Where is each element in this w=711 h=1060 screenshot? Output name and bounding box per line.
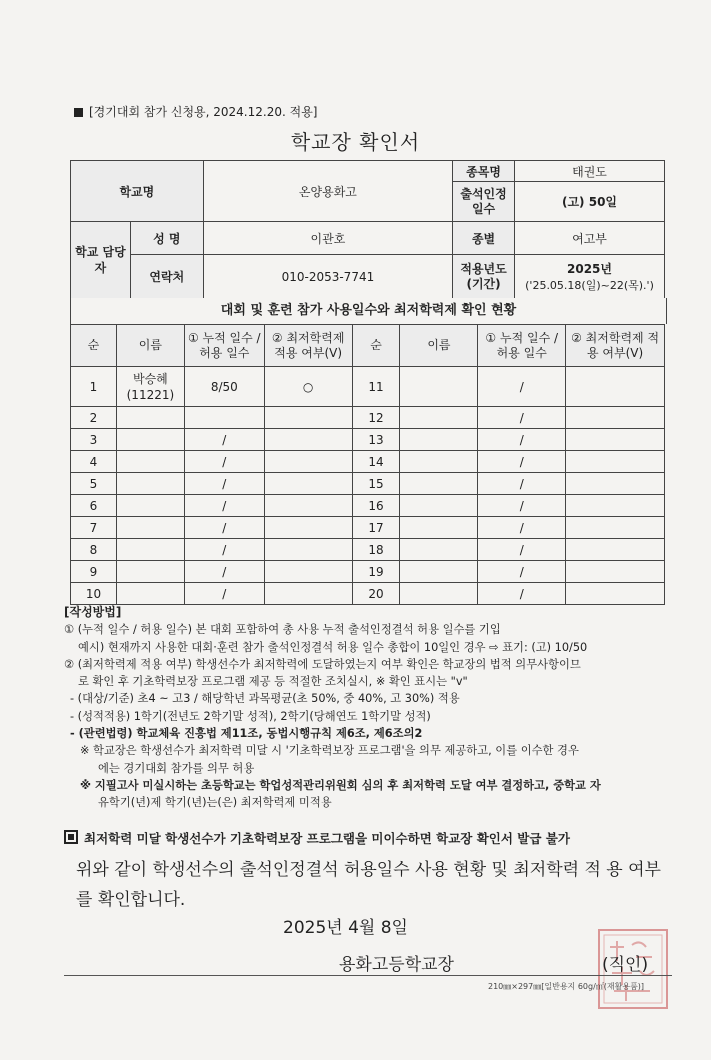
cell-no: 20 xyxy=(352,583,400,605)
cell-no: 1 xyxy=(71,367,117,407)
method-section xyxy=(64,604,664,812)
cell-name xyxy=(400,517,478,539)
cell-name xyxy=(116,429,184,451)
method-line: ※ 학교장은 학생선수가 최저학력 미달 시 '기초학력보장 프로그램'을 의무 제공하고, 이를 이수한 경우 xyxy=(80,744,579,758)
cell-name xyxy=(400,367,478,407)
table-row xyxy=(71,561,665,583)
method-line: - (대상/기준) 초4 ~ 고3 / 해당학년 과목평균(초 50%, 중 40%, 고 30%) 적용 xyxy=(70,692,460,706)
warning-note: 최저학력 미달 학생선수가 기초학력보장 프로그램을 미이수하면 학교장 확인서 발급 불가 xyxy=(64,829,570,847)
cell-min xyxy=(566,495,665,517)
method-line: ※ 지필고사 미실시하는 초등학교는 학업성적관리위원회 심의 후 최저학력 도달 여부 결정하고, 중학교 자 xyxy=(80,778,601,792)
cell-no: 10 xyxy=(71,583,117,605)
cell-min xyxy=(566,539,665,561)
table-row xyxy=(71,583,665,605)
cell-days: / xyxy=(478,473,566,495)
year-label: 적용년도 (기간) xyxy=(453,255,515,299)
col-name: 이름 xyxy=(116,325,184,367)
table-row xyxy=(71,495,665,517)
cell-days: / xyxy=(478,407,566,429)
cell-days: / xyxy=(184,561,264,583)
cell-name xyxy=(400,429,478,451)
school-value: 온양용화고 xyxy=(203,161,452,222)
usage-table xyxy=(70,324,665,605)
cell-no: 4 xyxy=(71,451,117,473)
cell-min xyxy=(264,407,352,429)
cell-min xyxy=(264,451,352,473)
cell-name xyxy=(400,495,478,517)
cell-min xyxy=(566,451,665,473)
cell-days: / xyxy=(184,473,264,495)
cell-name xyxy=(116,561,184,583)
table-row xyxy=(71,539,665,561)
cell-days: / xyxy=(184,429,264,451)
cell-no: 8 xyxy=(71,539,117,561)
period-value: ('25.05.18(일)~22(목).') xyxy=(525,279,654,292)
cell-days: / xyxy=(184,495,264,517)
year-value: 2025년 xyxy=(567,262,612,276)
divider xyxy=(64,975,672,976)
cell-min: ○ xyxy=(264,367,352,407)
event-value: 태권도 xyxy=(515,161,665,182)
cell-min xyxy=(566,367,665,407)
col-min: ② 최저학력제 적용 여부(V) xyxy=(264,325,352,367)
info-table xyxy=(70,160,665,299)
cell-no: 17 xyxy=(352,517,400,539)
cell-name xyxy=(400,473,478,495)
col-no: 순 xyxy=(71,325,117,367)
cell-min xyxy=(566,561,665,583)
school-label: 학교명 xyxy=(71,161,204,222)
cell-name xyxy=(116,495,184,517)
method-line: ① (누적 일수 / 허용 일수) 본 대회 포함하여 총 사용 누적 출석인정결석 허용 일수를 기입 xyxy=(64,623,501,637)
cell-no: 15 xyxy=(352,473,400,495)
method-heading: [작성방법] xyxy=(64,605,122,619)
method-line: 에는 경기대회 참가를 의무 허용 xyxy=(98,761,255,775)
cell-min xyxy=(264,539,352,561)
cell-name xyxy=(400,539,478,561)
table-row xyxy=(71,367,665,407)
col-days: ① 누적 일수 / 허용 일수 xyxy=(478,325,566,367)
contact-label: 연락처 xyxy=(130,255,203,299)
method-line: 예시) 현재까지 사용한 대회·훈련 참가 출석인정결석 허용 일수 총합이 10일인 경우 ⇨ 표기: (고) 10/50 xyxy=(78,640,588,654)
cell-days: / xyxy=(478,517,566,539)
cell-days: / xyxy=(184,451,264,473)
cell-min xyxy=(566,407,665,429)
cell-days xyxy=(184,407,264,429)
square-bullet-icon xyxy=(74,108,83,117)
checkbox-icon xyxy=(64,830,78,844)
category-value: 여고부 xyxy=(515,222,665,255)
header-note: [경기대회 참가 신청용, 2024.12.20. 적용] xyxy=(74,103,317,120)
cell-min xyxy=(566,429,665,451)
cell-days: / xyxy=(478,561,566,583)
page-title: 학교장 확인서 xyxy=(290,130,421,154)
table-row xyxy=(71,517,665,539)
cell-min xyxy=(566,583,665,605)
table-row xyxy=(71,429,665,451)
col-days: ① 누적 일수 / 허용 일수 xyxy=(184,325,264,367)
col-name: 이름 xyxy=(400,325,478,367)
cell-no: 7 xyxy=(71,517,117,539)
paper-info: 210㎜×297㎜[일반용지 60g/㎡(재활용품)] xyxy=(488,982,645,991)
cell-name xyxy=(116,451,184,473)
section-title: 대회 및 훈련 참가 사용일수와 최저학력제 확인 현황 xyxy=(70,298,667,324)
cell-no: 9 xyxy=(71,561,117,583)
cell-min xyxy=(264,561,352,583)
cell-no: 19 xyxy=(352,561,400,583)
cell-min xyxy=(264,517,352,539)
cell-days: / xyxy=(184,517,264,539)
cell-no: 12 xyxy=(352,407,400,429)
method-line: - (성적적용) 1학기(전년도 2학기말 성적), 2학기(당해연도 1학기말 성적) xyxy=(70,709,431,723)
cell-min xyxy=(264,429,352,451)
cell-name xyxy=(116,517,184,539)
confirm-text: 위와 같이 학생선수의 출석인정결석 허용일수 사용 현황 및 최저학력 적 용 여부를 확인합니다. xyxy=(76,860,661,910)
cell-days: / xyxy=(184,539,264,561)
attendance-value: (고) 50일 xyxy=(515,182,665,222)
cell-no: 18 xyxy=(352,539,400,561)
cell-name xyxy=(116,473,184,495)
cell-no: 3 xyxy=(71,429,117,451)
issue-date: 2025년 4월 8일 xyxy=(283,918,408,938)
cell-name xyxy=(400,451,478,473)
attendance-label: 출석인정 일수 xyxy=(453,182,515,222)
cell-days: / xyxy=(478,429,566,451)
cell-no: 2 xyxy=(71,407,117,429)
name-value: 이관호 xyxy=(203,222,452,255)
cell-min xyxy=(264,583,352,605)
col-min: ② 최저학력제 적용 여부(V) xyxy=(566,325,665,367)
cell-days: / xyxy=(478,451,566,473)
cell-days: / xyxy=(478,583,566,605)
cell-no: 14 xyxy=(352,451,400,473)
col-no: 순 xyxy=(352,325,400,367)
cell-no: 11 xyxy=(352,367,400,407)
category-label: 종별 xyxy=(453,222,515,255)
cell-no: 5 xyxy=(71,473,117,495)
cell-name xyxy=(116,583,184,605)
cell-min xyxy=(566,517,665,539)
table-row xyxy=(71,407,665,429)
cell-days: / xyxy=(478,495,566,517)
name-label: 성 명 xyxy=(130,222,203,255)
cell-no: 16 xyxy=(352,495,400,517)
table-row xyxy=(71,451,665,473)
cell-days: / xyxy=(478,539,566,561)
contact-value: 010-2053-7741 xyxy=(203,255,452,299)
method-line: - (관련법령) 학교체육 진흥법 제11조, 동법시행규칙 제6조, 제6조의2 xyxy=(70,727,423,741)
cell-name xyxy=(116,539,184,561)
teacher-label: 학교 담당자 xyxy=(71,222,131,299)
cell-min xyxy=(264,473,352,495)
cell-min xyxy=(566,473,665,495)
seal-label: (직인) xyxy=(602,955,649,975)
year-cell xyxy=(515,255,665,299)
cell-name xyxy=(400,407,478,429)
method-line: 유학기(년)제 학기(년)는(은) 최저학력제 미적용 xyxy=(98,796,332,810)
cell-days: / xyxy=(184,583,264,605)
cell-name: 박승혜 (11221) xyxy=(116,367,184,407)
method-line: 로 확인 후 기초학력보장 프로그램 제공 등 적절한 조치실시, ※ 확인 표시는 "v" xyxy=(78,675,468,689)
cell-days: 8/50 xyxy=(184,367,264,407)
cell-name xyxy=(116,407,184,429)
event-label: 종목명 xyxy=(453,161,515,182)
cell-name xyxy=(400,561,478,583)
method-line: ② (최저학력제 적용 여부) 학생선수가 최저학력에 도달하였는지 여부 확인은 학교장의 법적 의무사항이므 xyxy=(64,657,581,671)
table-row xyxy=(71,473,665,495)
cell-name xyxy=(400,583,478,605)
school-head: 용화고등학교장 xyxy=(339,955,454,975)
cell-no: 6 xyxy=(71,495,117,517)
cell-days: / xyxy=(478,367,566,407)
cell-min xyxy=(264,495,352,517)
cell-no: 13 xyxy=(352,429,400,451)
